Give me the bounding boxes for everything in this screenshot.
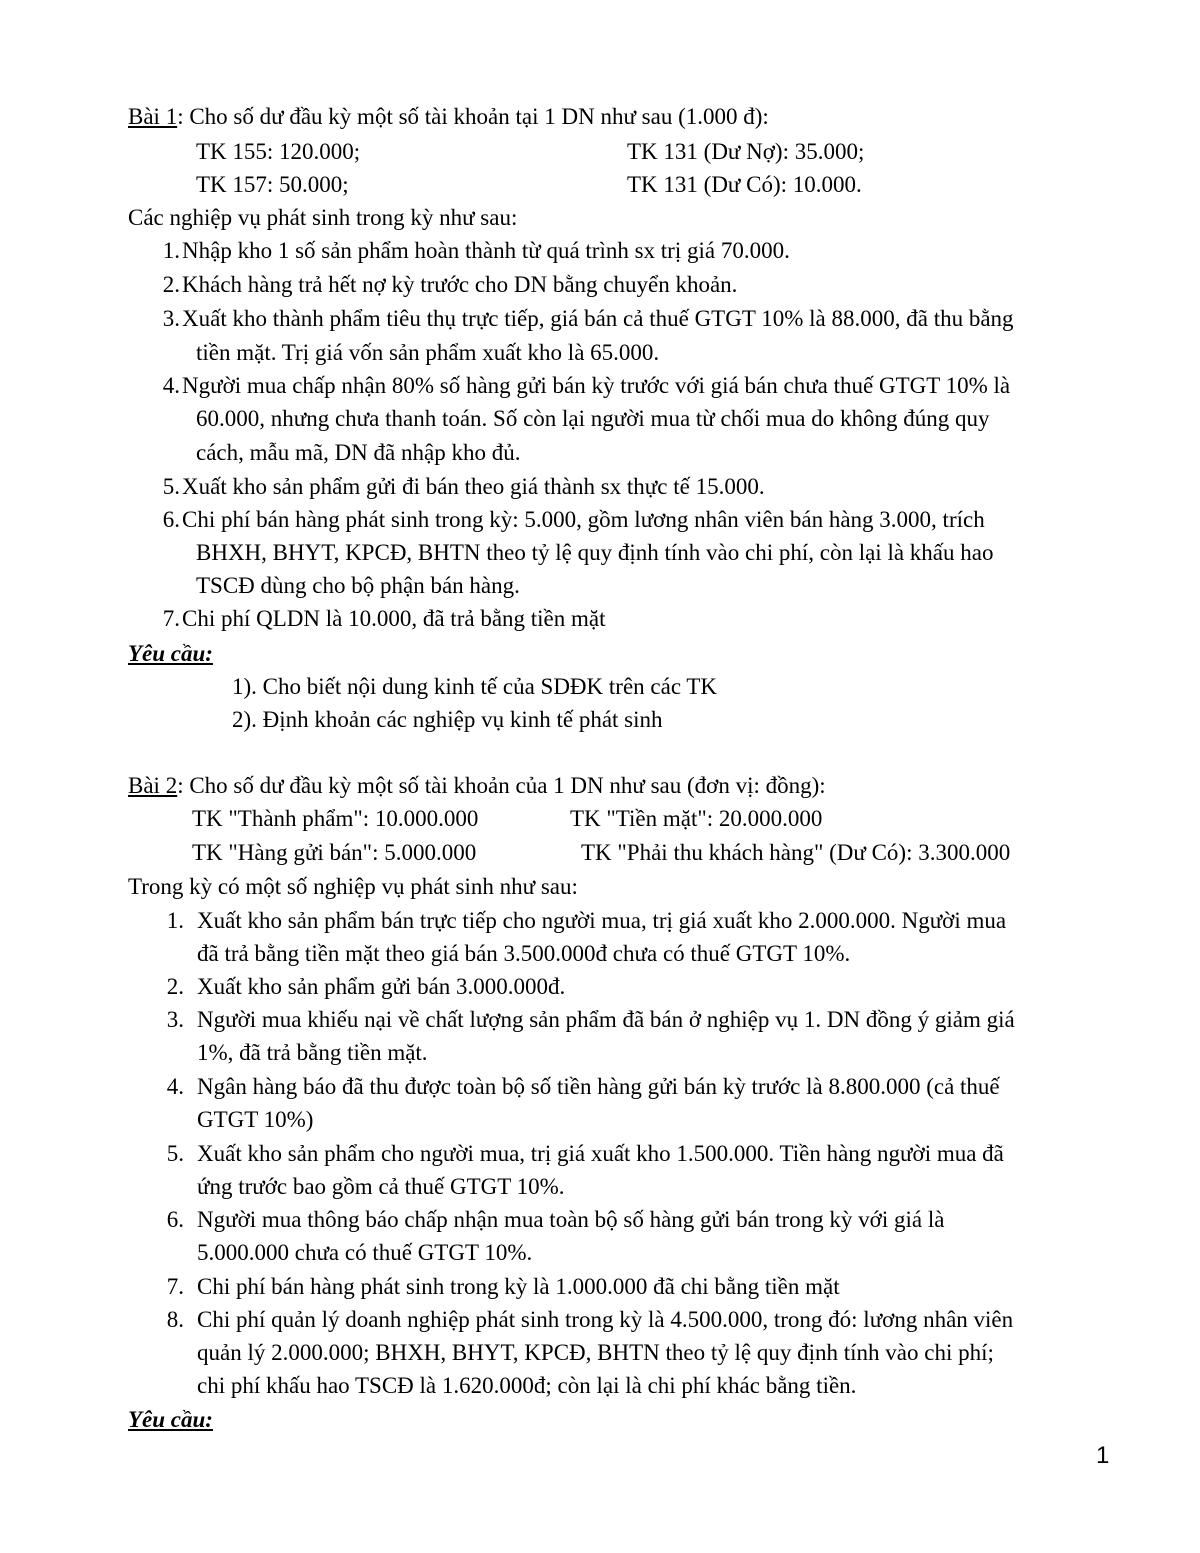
bai1-op-1-num: 1. [162,238,180,263]
bai2-op-6-line-2: 5.000.000 chưa có thuế GTGT 10%. [197,1240,533,1265]
bai1-op-6-line-3: TSCĐ dùng cho bộ phận bán hàng. [196,573,520,598]
bai1-op-5-num: 5. [162,474,180,499]
bai2-balance-phai-thu: TK "Phải thu khách hàng" (Dư Có): 3.300.000 [581,840,1011,865]
bai1-op-2-num: 2. [162,272,180,297]
bai1-balance-tk155: TK 155: 120.000; [196,139,361,164]
bai2-op-2-num: 2. [166,974,184,999]
bai2-ops-heading: Trong kỳ có một số nghiệp vụ phát sinh như sau: [128,874,578,899]
bai1-op-6-num: 6. [162,507,180,532]
bai2-balance-tien-mat: TK "Tiền mặt": 20.000.000 [570,806,823,831]
bai1-intro-text: : Cho số dư đầu kỳ một số tài khoản tại 1 DN như sau (1.000 đ): [177,104,769,129]
bai2-op-7-line-1: Chi phí bán hàng phát sinh trong kỳ là 1.000.000 đã chi bằng tiền mặt [197,1274,840,1299]
bai1-op-6-line-1: Chi phí bán hàng phát sinh trong kỳ: 5.000, gồm lương nhân viên bán hàng 3.000, trích [182,507,985,532]
bai2-intro [128,772,826,800]
bai2-balance-thanh-pham: TK "Thành phẩm": 10.000.000 [192,806,479,831]
bai1-intro [128,103,769,131]
bai2-op-6-line-1: Người mua thông báo chấp nhận mua toàn bộ số hàng gửi bán trong kỳ với giá là [197,1207,945,1232]
bai2-op-6-num: 6. [166,1207,184,1232]
bai2-op-1-line-2: đã trả bằng tiền mặt theo giá bán 3.500.000đ chưa có thuế GTGT 10%. [197,941,851,966]
bai2-op-4-line-2: GTGT 10%) [197,1107,314,1132]
bai1-op-6-line-2: BHXH, BHYT, KPCĐ, BHTN theo tỷ lệ quy định tính vào chi phí, còn lại là khấu hao [196,540,994,565]
bai1-balance-tk131-co: TK 131 (Dư Có): 10.000. [627,172,862,197]
bai1-op-4-line-3: cách, mẫu mã, DN đã nhập kho đủ. [196,440,521,465]
bai1-balance-tk131-no: TK 131 (Dư Nợ): 35.000; [627,139,865,164]
bai1-op-3-line-2: tiền mặt. Trị giá vốn sản phẩm xuất kho là 65.000. [196,340,660,365]
bai2-op-5-num: 5. [166,1141,184,1166]
bai2-op-8-num: 8. [166,1307,184,1332]
bai1-ops-heading: Các nghiệp vụ phát sinh trong kỳ như sau: [128,205,518,230]
bai1-requirement-1: 1). Cho biết nội dung kinh tế của SDĐK trên các TK [232,674,718,699]
bai1-requirement-2: 2). Định khoản các nghiệp vụ kinh tế phát sinh [232,707,663,732]
bai1-op-7-num: 7. [162,606,180,631]
bai2-op-4-num: 4. [166,1074,184,1099]
bai2-intro-text: : Cho số dư đầu kỳ một số tài khoản của 1 DN như sau (đơn vị: đồng): [177,773,826,798]
bai2-balance-hang-gui-ban: TK "Hàng gửi bán": 5.000.000 [192,840,477,865]
bai2-op-1-num: 1. [166,908,184,933]
bai2-op-3-num: 3. [166,1007,184,1032]
bai1-op-1-line-1: Nhập kho 1 số sản phẩm hoàn thành từ quá trình sx trị giá 70.000. [182,238,790,263]
bai2-op-8-line-2: quản lý 2.000.000; BHXH, BHYT, KPCĐ, BHTN theo tỷ lệ quy định tính vào chi phí; [197,1340,994,1365]
bai2-op-1-line-1: Xuất kho sản phẩm bán trực tiếp cho người mua, trị giá xuất kho 2.000.000. Người mua [197,908,1007,933]
bai2-op-7-num: 7. [166,1274,184,1299]
bai2-requirements-label: Yêu cầu: [128,1407,213,1432]
bai1-op-3-line-1: Xuất kho thành phẩm tiêu thụ trực tiếp, giá bán cả thuế GTGT 10% là 88.000, đã thu bằng [182,306,1014,331]
bai2-op-5-line-1: Xuất kho sản phẩm cho người mua, trị giá xuất kho 1.500.000. Tiền hàng người mua đã [197,1141,1004,1166]
bai2-label: Bài 2 [128,773,178,798]
bai2-op-8-line-1: Chi phí quản lý doanh nghiệp phát sinh trong kỳ là 4.500.000, trong đó: lương nhân viên [197,1307,1014,1332]
bai1-label: Bài 1 [128,104,178,129]
bai2-op-8-line-3: chi phí khấu hao TSCĐ là 1.620.000đ; còn lại là chi phí khác bằng tiền. [197,1373,857,1398]
bai2-op-3-line-2: 1%, đã trả bằng tiền mặt. [197,1040,428,1065]
bai2-op-3-line-1: Người mua khiếu nại về chất lượng sản phẩm đã bán ở nghiệp vụ 1. DN đồng ý giảm giá [197,1007,1015,1032]
bai1-op-2-line-1: Khách hàng trả hết nợ kỳ trước cho DN bằng chuyển khoản. [182,272,738,297]
bai1-op-3-num: 3. [162,306,180,331]
page-number: 1 [1096,1442,1110,1469]
bai1-requirements-label: Yêu cầu: [128,641,213,666]
bai1-op-4-line-2: 60.000, nhưng chưa thanh toán. Số còn lại người mua từ chối mua do không đúng quy [196,406,990,431]
bai1-balance-tk157: TK 157: 50.000; [196,172,349,197]
bai2-op-5-line-2: ứng trước bao gồm cả thuế GTGT 10%. [197,1174,565,1199]
bai2-op-2-line-1: Xuất kho sản phẩm gửi bán 3.000.000đ. [197,974,566,999]
bai1-op-4-line-1: Người mua chấp nhận 80% số hàng gửi bán kỳ trước với giá bán chưa thuế GTGT 10% là [182,373,1011,398]
bai1-op-4-num: 4. [162,373,180,398]
bai1-op-7-line-1: Chi phí QLDN là 10.000, đã trả bằng tiền mặt [182,606,606,631]
bai2-op-4-line-1: Ngân hàng báo đã thu được toàn bộ số tiền hàng gửi bán kỳ trước là 8.800.000 (cả thuế [197,1074,1000,1099]
bai1-op-5-line-1: Xuất kho sản phẩm gửi đi bán theo giá thành sx thực tế 15.000. [182,474,765,499]
